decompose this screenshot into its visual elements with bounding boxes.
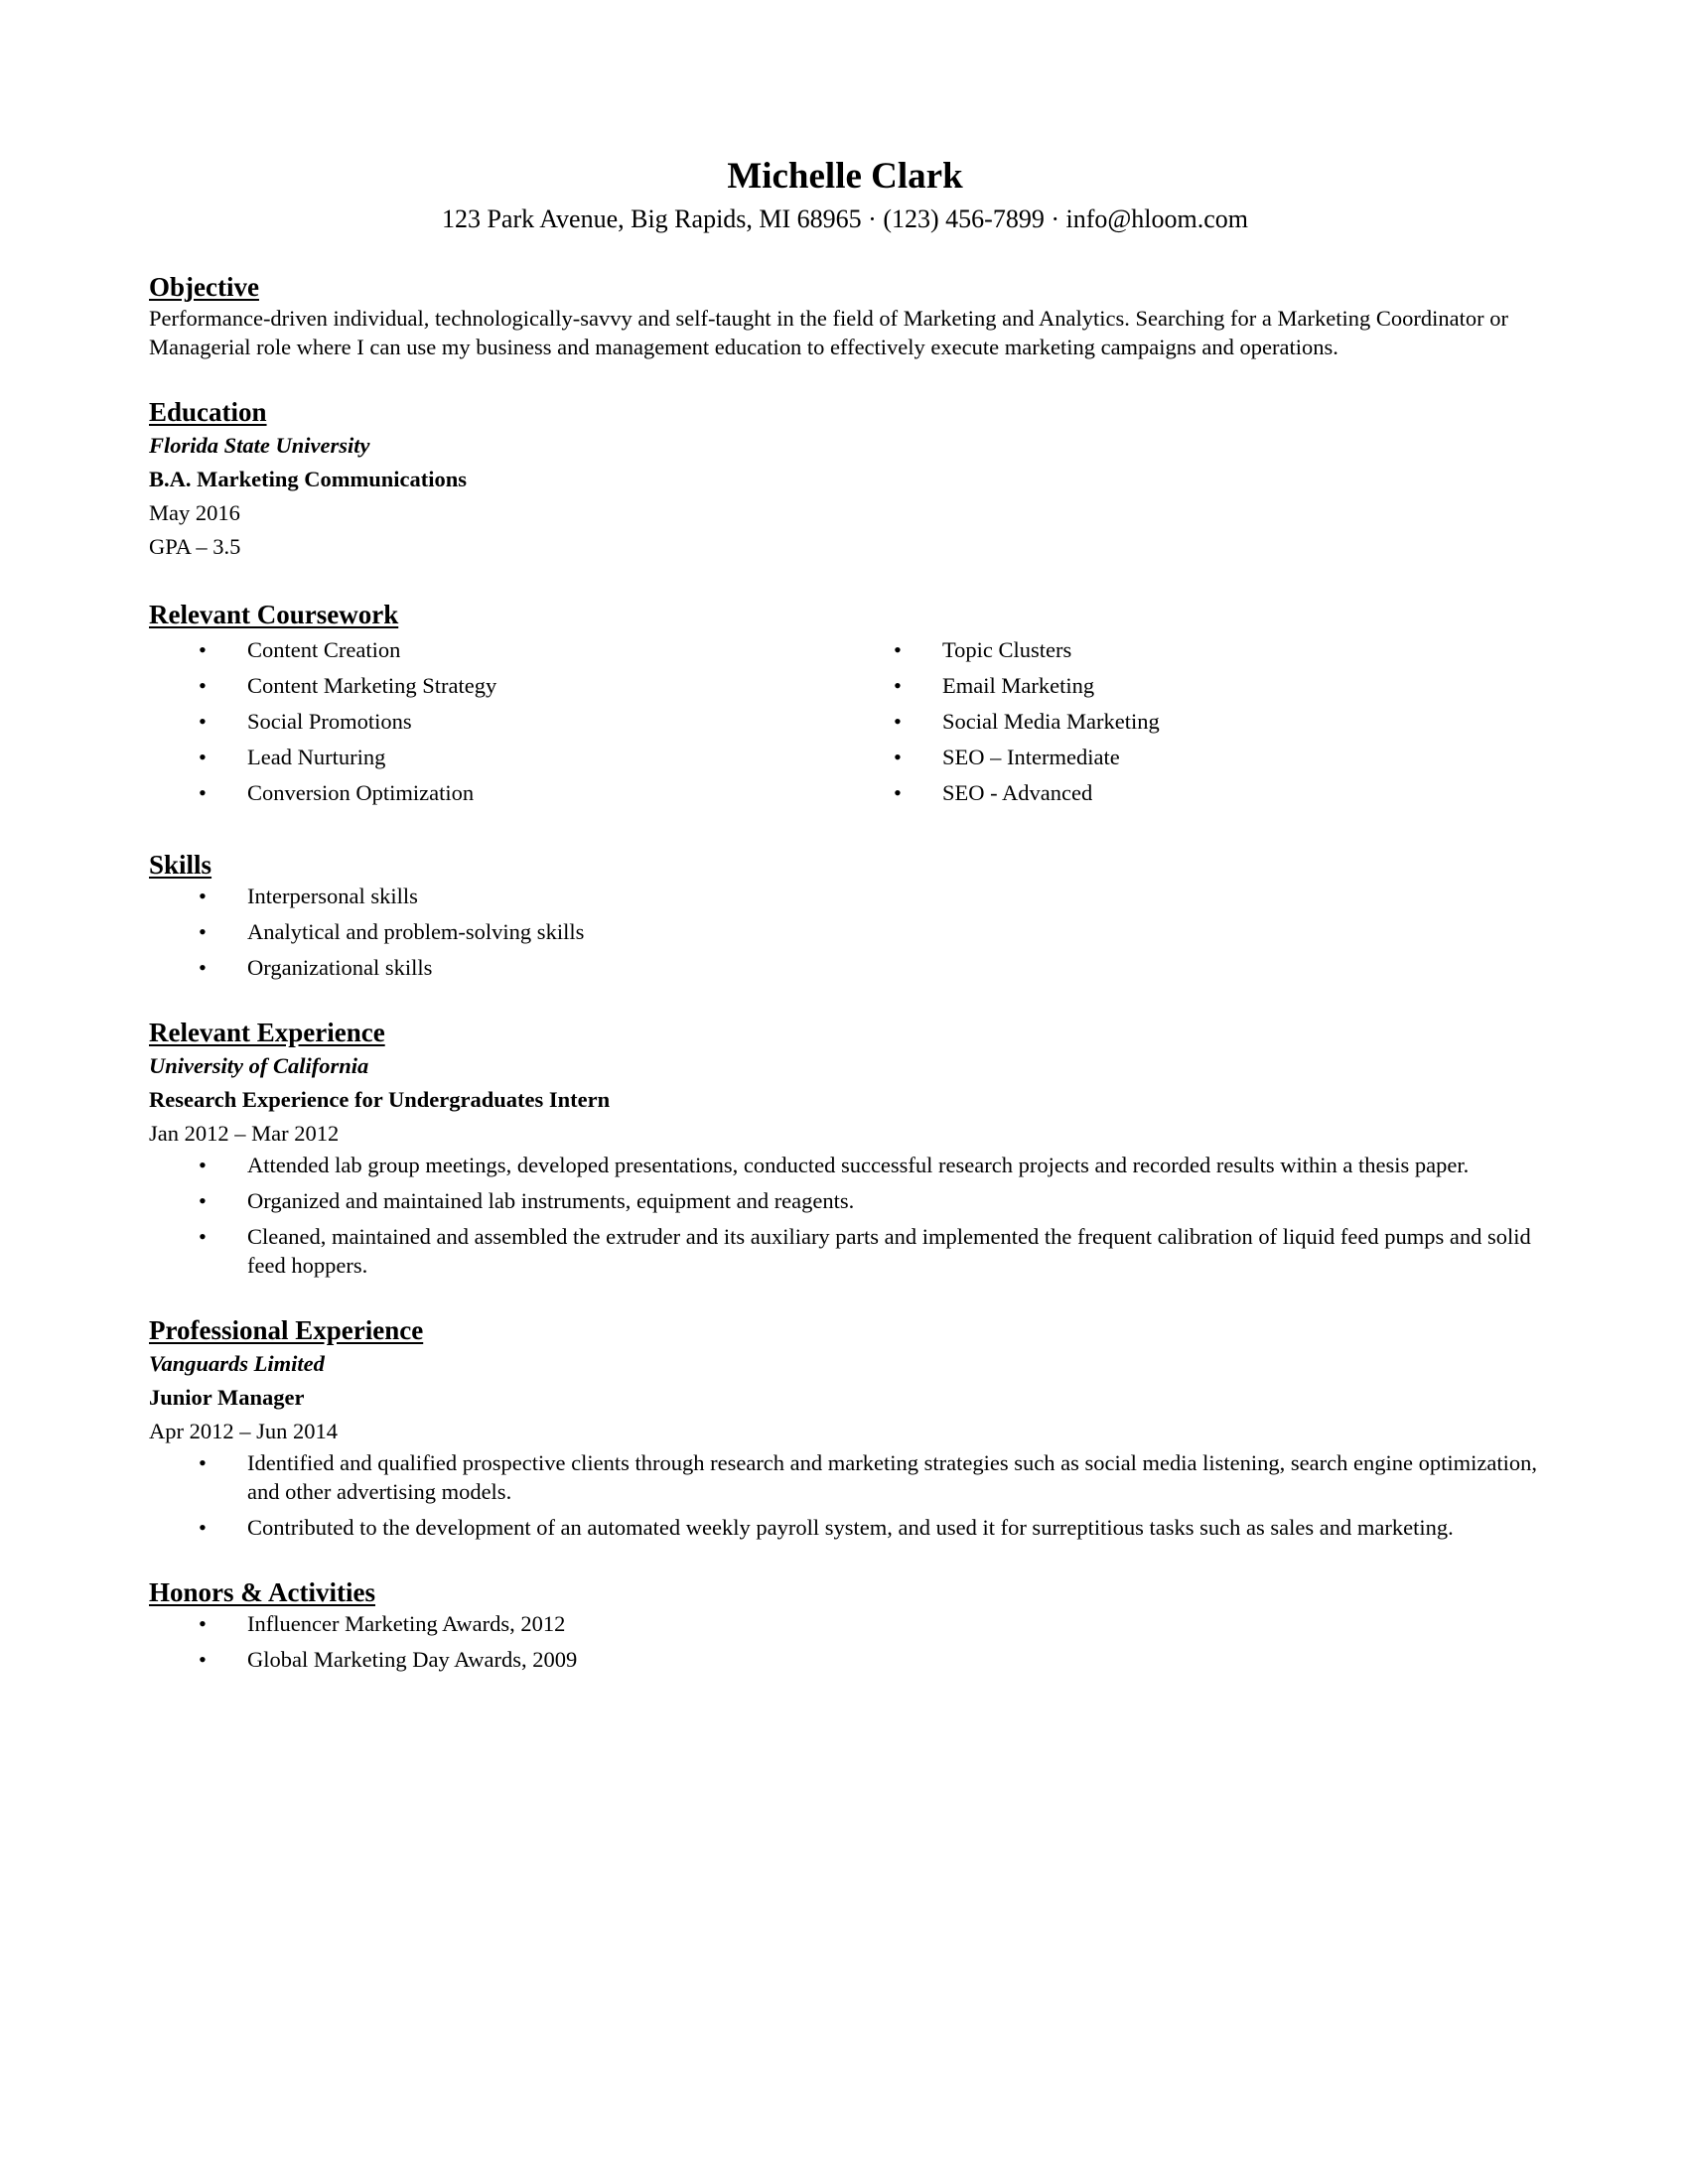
list-item: • SEO - Advanced [894, 780, 1093, 805]
bullet-icon: • [199, 1647, 207, 1672]
list-item: • Content Marketing Strategy [199, 673, 497, 698]
education-section [149, 395, 1541, 564]
bullet-icon: • [894, 709, 902, 734]
list-item: • Lead Nurturing [199, 745, 386, 769]
bullet-icon: • [894, 780, 902, 805]
professional-experience-section [149, 1313, 1541, 1542]
bullet-icon: • [199, 1224, 207, 1249]
education-date: May 2016 [149, 500, 240, 525]
list-item: • Influencer Marketing Awards, 2012 [199, 1611, 566, 1636]
bullet-icon: • [894, 745, 902, 769]
objective-section [149, 270, 1541, 361]
professional-experience-org: Vanguards Limited [149, 1351, 325, 1376]
coursework-heading: Relevant Coursework [149, 600, 399, 629]
objective-text: Performance-driven individual, technologically-savvy and self-taught in the field of Marketing and Analytics. Searching for a Marketing Coordinator or Managerial role where I can use my business and management education to effectively execute marketing campaigns and operations. [149, 306, 1508, 359]
list-item: • Conversion Optimization [199, 780, 475, 805]
list-item: • Identified and qualified prospective clients through research and marketing strategies such as social media listening, search engine optimization, and other advertising models. [199, 1450, 1537, 1504]
bullet-icon: • [199, 1450, 207, 1475]
relevant-experience-heading: Relevant Experience [149, 1018, 385, 1047]
list-item: • Email Marketing [894, 673, 1095, 698]
honors-heading: Honors & Activities [149, 1577, 375, 1607]
contact-line: 123 Park Avenue, Big Rapids, MI 68965 · (123) 456-7899 · info@hloom.com [441, 205, 1249, 233]
list-item: • Interpersonal skills [199, 884, 418, 908]
professional-experience-heading: Professional Experience [149, 1315, 424, 1345]
bullet-icon: • [199, 637, 207, 662]
list-item: • Social Promotions [199, 709, 412, 734]
skills-section [149, 848, 1541, 982]
list-item: • Analytical and problem-solving skills [199, 919, 585, 944]
bullet-icon: • [199, 1188, 207, 1213]
skills-heading: Skills [149, 850, 212, 880]
coursework-columns [149, 635, 1541, 814]
professional-experience-dates: Apr 2012 – Jun 2014 [149, 1419, 338, 1443]
list-item: • Attended lab group meetings, developed presentations, conducted successful research projects and recorded results within a thesis paper. [199, 1153, 1470, 1177]
list-item: • SEO – Intermediate [894, 745, 1120, 769]
list-item: • Global Marketing Day Awards, 2009 [199, 1647, 578, 1672]
bullet-icon: • [199, 1515, 207, 1540]
bullet-icon: • [199, 955, 207, 980]
honors-section [149, 1575, 1541, 1674]
relevant-experience-dates: Jan 2012 – Mar 2012 [149, 1121, 340, 1146]
bullet-icon: • [199, 1611, 207, 1636]
list-item: • Cleaned, maintained and assembled the extruder and its auxiliary parts and implemented the frequent calibration of liquid feed pumps and solid feed hoppers. [199, 1224, 1531, 1278]
education-gpa: GPA – 3.5 [149, 534, 241, 559]
coursework-section [149, 598, 1541, 814]
objective-heading: Objective [149, 272, 259, 302]
list-item: • Content Creation [199, 637, 401, 662]
coursework-left-column [149, 635, 844, 814]
coursework-right-column [844, 635, 1539, 814]
education-school: Florida State University [149, 433, 370, 458]
relevant-experience-org: University of California [149, 1053, 369, 1078]
education-degree: B.A. Marketing Communications [149, 467, 467, 491]
list-item: • Organized and maintained lab instruments, equipment and reagents. [199, 1188, 855, 1213]
bullet-icon: • [199, 709, 207, 734]
bullet-icon: • [199, 673, 207, 698]
resume-name: Michelle Clark [727, 156, 963, 197]
professional-experience-role: Junior Manager [149, 1385, 305, 1410]
list-item: • Topic Clusters [894, 637, 1072, 662]
bullet-icon: • [894, 637, 902, 662]
relevant-experience-role: Research Experience for Undergraduates Intern [149, 1087, 611, 1112]
bullet-icon: • [199, 884, 207, 908]
bullet-icon: • [894, 673, 902, 698]
relevant-experience-section [149, 1016, 1541, 1280]
list-item: • Social Media Marketing [894, 709, 1160, 734]
list-item: • Contributed to the development of an automated weekly payroll system, and used it for surreptitious tasks such as sales and marketing. [199, 1515, 1454, 1540]
bullet-icon: • [199, 919, 207, 944]
education-heading: Education [149, 397, 267, 427]
bullet-icon: • [199, 780, 207, 805]
list-item: • Organizational skills [199, 955, 433, 980]
bullet-icon: • [199, 1153, 207, 1177]
bullet-icon: • [199, 745, 207, 769]
